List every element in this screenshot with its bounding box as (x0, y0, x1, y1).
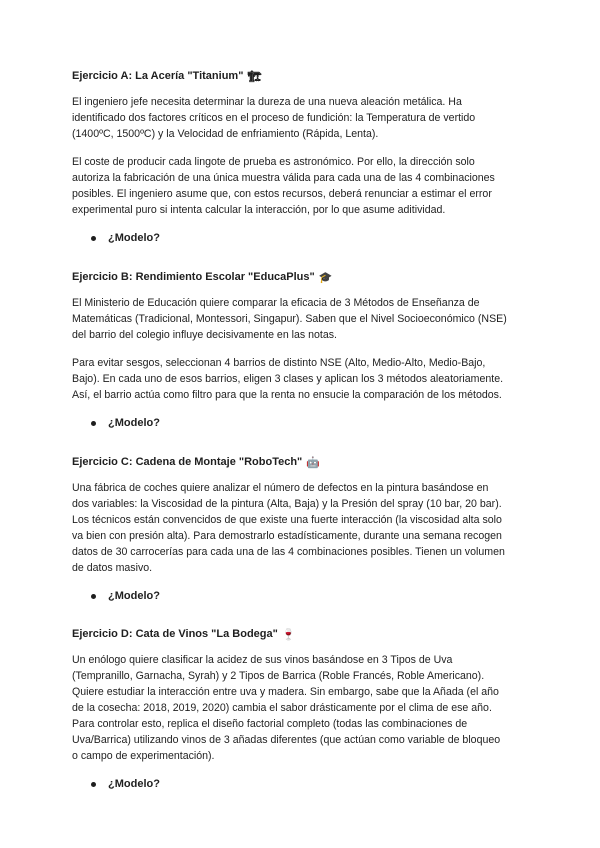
bullet-icon (91, 594, 96, 599)
exercise-d-title: Ejercicio D: Cata de Vinos "La Bodega" 🍷 (72, 628, 296, 641)
wine-glass-icon: 🍷 (281, 629, 296, 641)
graduation-cap-icon: 🎓 (318, 272, 333, 284)
bullet-icon (91, 421, 96, 426)
robot-icon: 🤖 (306, 457, 320, 469)
exercise-c-title: Ejercicio C: Cadena de Montaje "RoboTech" 🤖 (72, 456, 320, 469)
exercise-d-question-list (72, 776, 530, 792)
exercise-b-paragraph-2: Para evitar sesgos, seleccionan 4 barrios de distinto NSE (Alto, Medio-Alto, Medio-Bajo, Bajo). En cada uno de esos barrios, eligen 3 clases y aplican los 3 métodos aleatoriamente. Así, el barrio actúa como filtro para que la renta no ensucie la comparación de los métodos. (72, 357, 504, 401)
exercise-c-paragraph-1: Una fábrica de coches quiere analizar el número de defectos en la pintura basándose en dos variables: la Viscosidad de la pintura (Alta, Baja) y la Presión del spray (10 bar, 20 bar). Los técnicos están convencidos de que existe una fuerte interacción (la viscosidad alta solo va bien con presión alta). Para demostrarlo estadísticamente, durante una semana recogen datos de 30 carrocerías para cada una de las 4 combinaciones posibles. Tienen un volumen de datos masivo. (72, 482, 505, 574)
exercise-b-question: ¿Modelo? (72, 415, 530, 431)
exercise-d-paragraph-1: Un enólogo quiere clasificar la acidez de sus vinos basándose en 3 Tipos de Uva (Tempranillo, Garnacha, Syrah) y 2 Tipos de Barrica (Roble Francés, Roble Americano). Quiere estudiar la interacción entre uva y madera. Sin embargo, sabe que la Añada (el año de la cosecha: 2018, 2019, 2020) cambia el sabor drásticamente por el clima de ese año. Para controlar esto, replica el diseño factorial completo (todas las combinaciones de Uva/Barrica) utilizando vinos de 3 añadas diferentes (que actúan como variable de bloqueo o campo de experimentación). (72, 654, 501, 762)
exercise-b (72, 269, 530, 431)
exercise-a-question: ¿Modelo? (72, 230, 530, 246)
bullet-icon (91, 782, 96, 787)
construction-icon: 🏗 (247, 71, 262, 83)
exercise-c-question: ¿Modelo? (72, 588, 530, 604)
exercise-a-paragraph-2: El coste de producir cada lingote de prueba es astronómico. Por ello, la dirección solo autoriza la fabricación de una única muestra válida para cada una de las 4 combinaciones posibles. El ingeniero asume que, con estos recursos, deberá renunciar a estimar el error experimental puro si intenta calcular la interacción, por lo que asume aditividad. (72, 156, 495, 216)
exercise-a (72, 68, 530, 246)
exercise-a-paragraph-1: El ingeniero jefe necesita determinar la dureza de una nueva aleación metálica. Ha identificado dos factores críticos en el proceso de fundición: la Temperatura de vertido (1400ºC, 1500ºC) y la Velocidad de enfriamiento (Rápida, Lenta). (72, 96, 476, 140)
exercise-d (72, 626, 530, 792)
bullet-icon (91, 236, 96, 241)
exercise-d-question: ¿Modelo? (72, 776, 530, 792)
exercise-c-question-list (72, 588, 530, 604)
exercise-a-title: Ejercicio A: La Acería "Titanium" 🏗 (72, 70, 262, 83)
exercise-b-question-list (72, 415, 530, 431)
exercise-c (72, 454, 530, 604)
exercise-b-title: Ejercicio B: Rendimiento Escolar "EducaPlus" 🎓 (72, 271, 333, 284)
exercise-a-question-list (72, 230, 530, 246)
exercise-b-paragraph-1: El Ministerio de Educación quiere comparar la eficacia de 3 Métodos de Enseñanza de Matemáticas (Tradicional, Montessori, Singapur). Saben que el Nivel Socioeconómico (NSE) del barrio del colegio influye decisivamente en las notas. (72, 297, 507, 341)
